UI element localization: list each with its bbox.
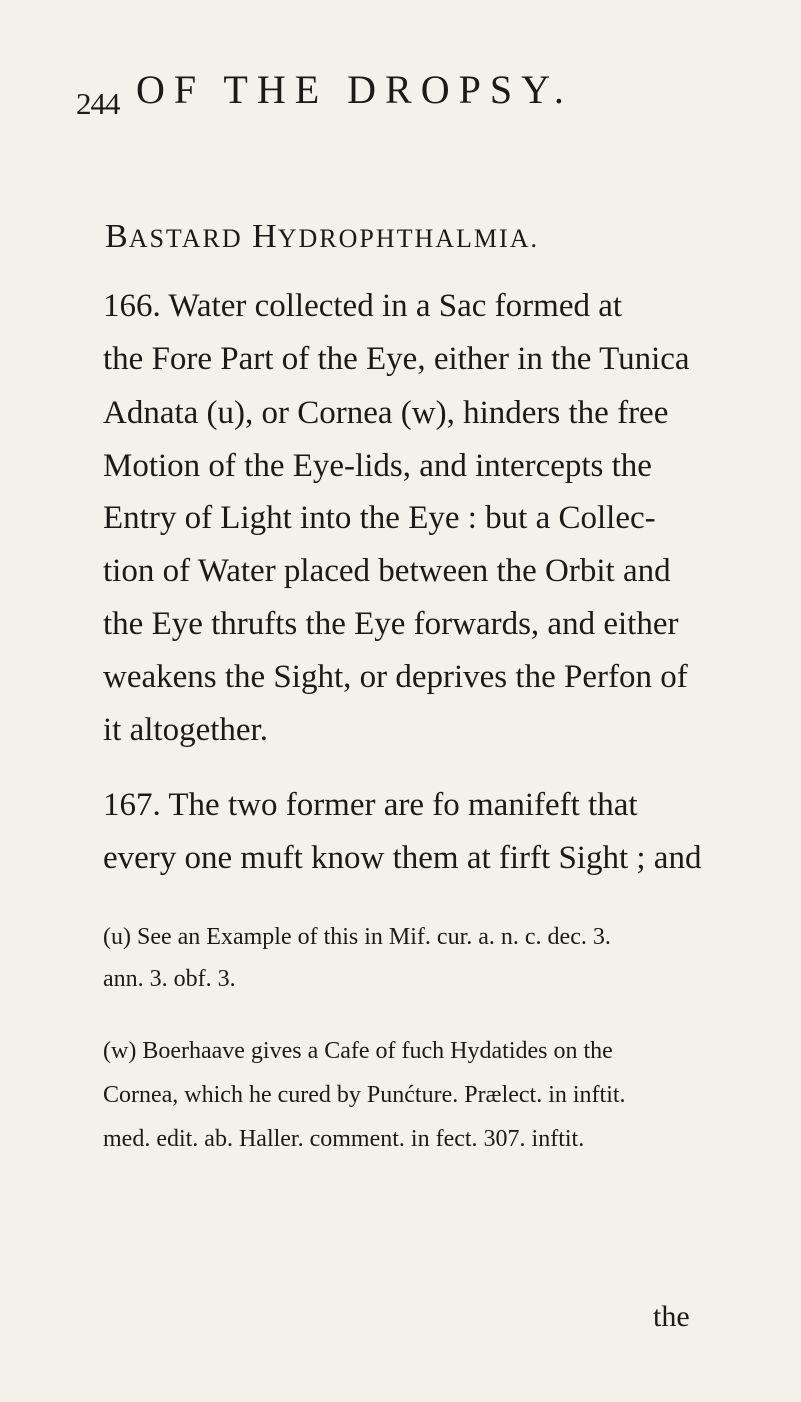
paragraph-166-line: the Eye thrufts the Eye forwards, and either [103,606,679,642]
footnote-w-line: (w) Boerhaave gives a Cafe of fuch Hydatides on the [103,1038,613,1064]
section-title-rest-b: ASTARD [128,224,243,253]
paragraph-166-line: Motion of the Eye-lids, and intercepts the [103,448,652,484]
running-title: OF THE DROPSY. [136,67,573,112]
paragraph-166-line: the Fore Part of the Eye, either in the Tunica [103,341,690,377]
section-title [105,218,539,256]
page-number: 244 [76,86,120,121]
section-title-initial-h: H [252,218,278,255]
section-title-rest-h: YDROPHTHALMIA. [277,224,539,253]
paragraph-167-line: every one muft know them at firft Sight ; and [103,840,702,876]
footnote-w-line: Cornea, which he cured by Punćture. Prælect. in inftit. [103,1082,626,1108]
catchword: the [653,1300,690,1333]
paragraph-166-line: tion of Water placed between the Orbit and [103,553,671,589]
footnote-u-line: (u) See an Example of this in Mif. cur. a. n. c. dec. 3. [103,924,611,950]
paragraph-166-line: Adnata (u), or Cornea (w), hinders the free [103,395,669,431]
paragraph-166-line: Entry of Light into the Eye : but a Collec- [103,500,656,536]
paragraph-166-line: it altogether. [103,712,268,748]
paragraph-167-line: 167. The two former are fo manifeft that [103,787,638,823]
footnote-u-line: ann. 3. obf. 3. [103,966,236,992]
footnote-w-line: med. edit. ab. Haller. comment. in fect. 307. inftit. [103,1126,585,1152]
section-title-initial-b: B [105,218,129,255]
paragraph-166-line: 166. Water collected in a Sac formed at [103,288,623,324]
paragraph-166-line: weakens the Sight, or deprives the Perfon of [103,659,688,695]
